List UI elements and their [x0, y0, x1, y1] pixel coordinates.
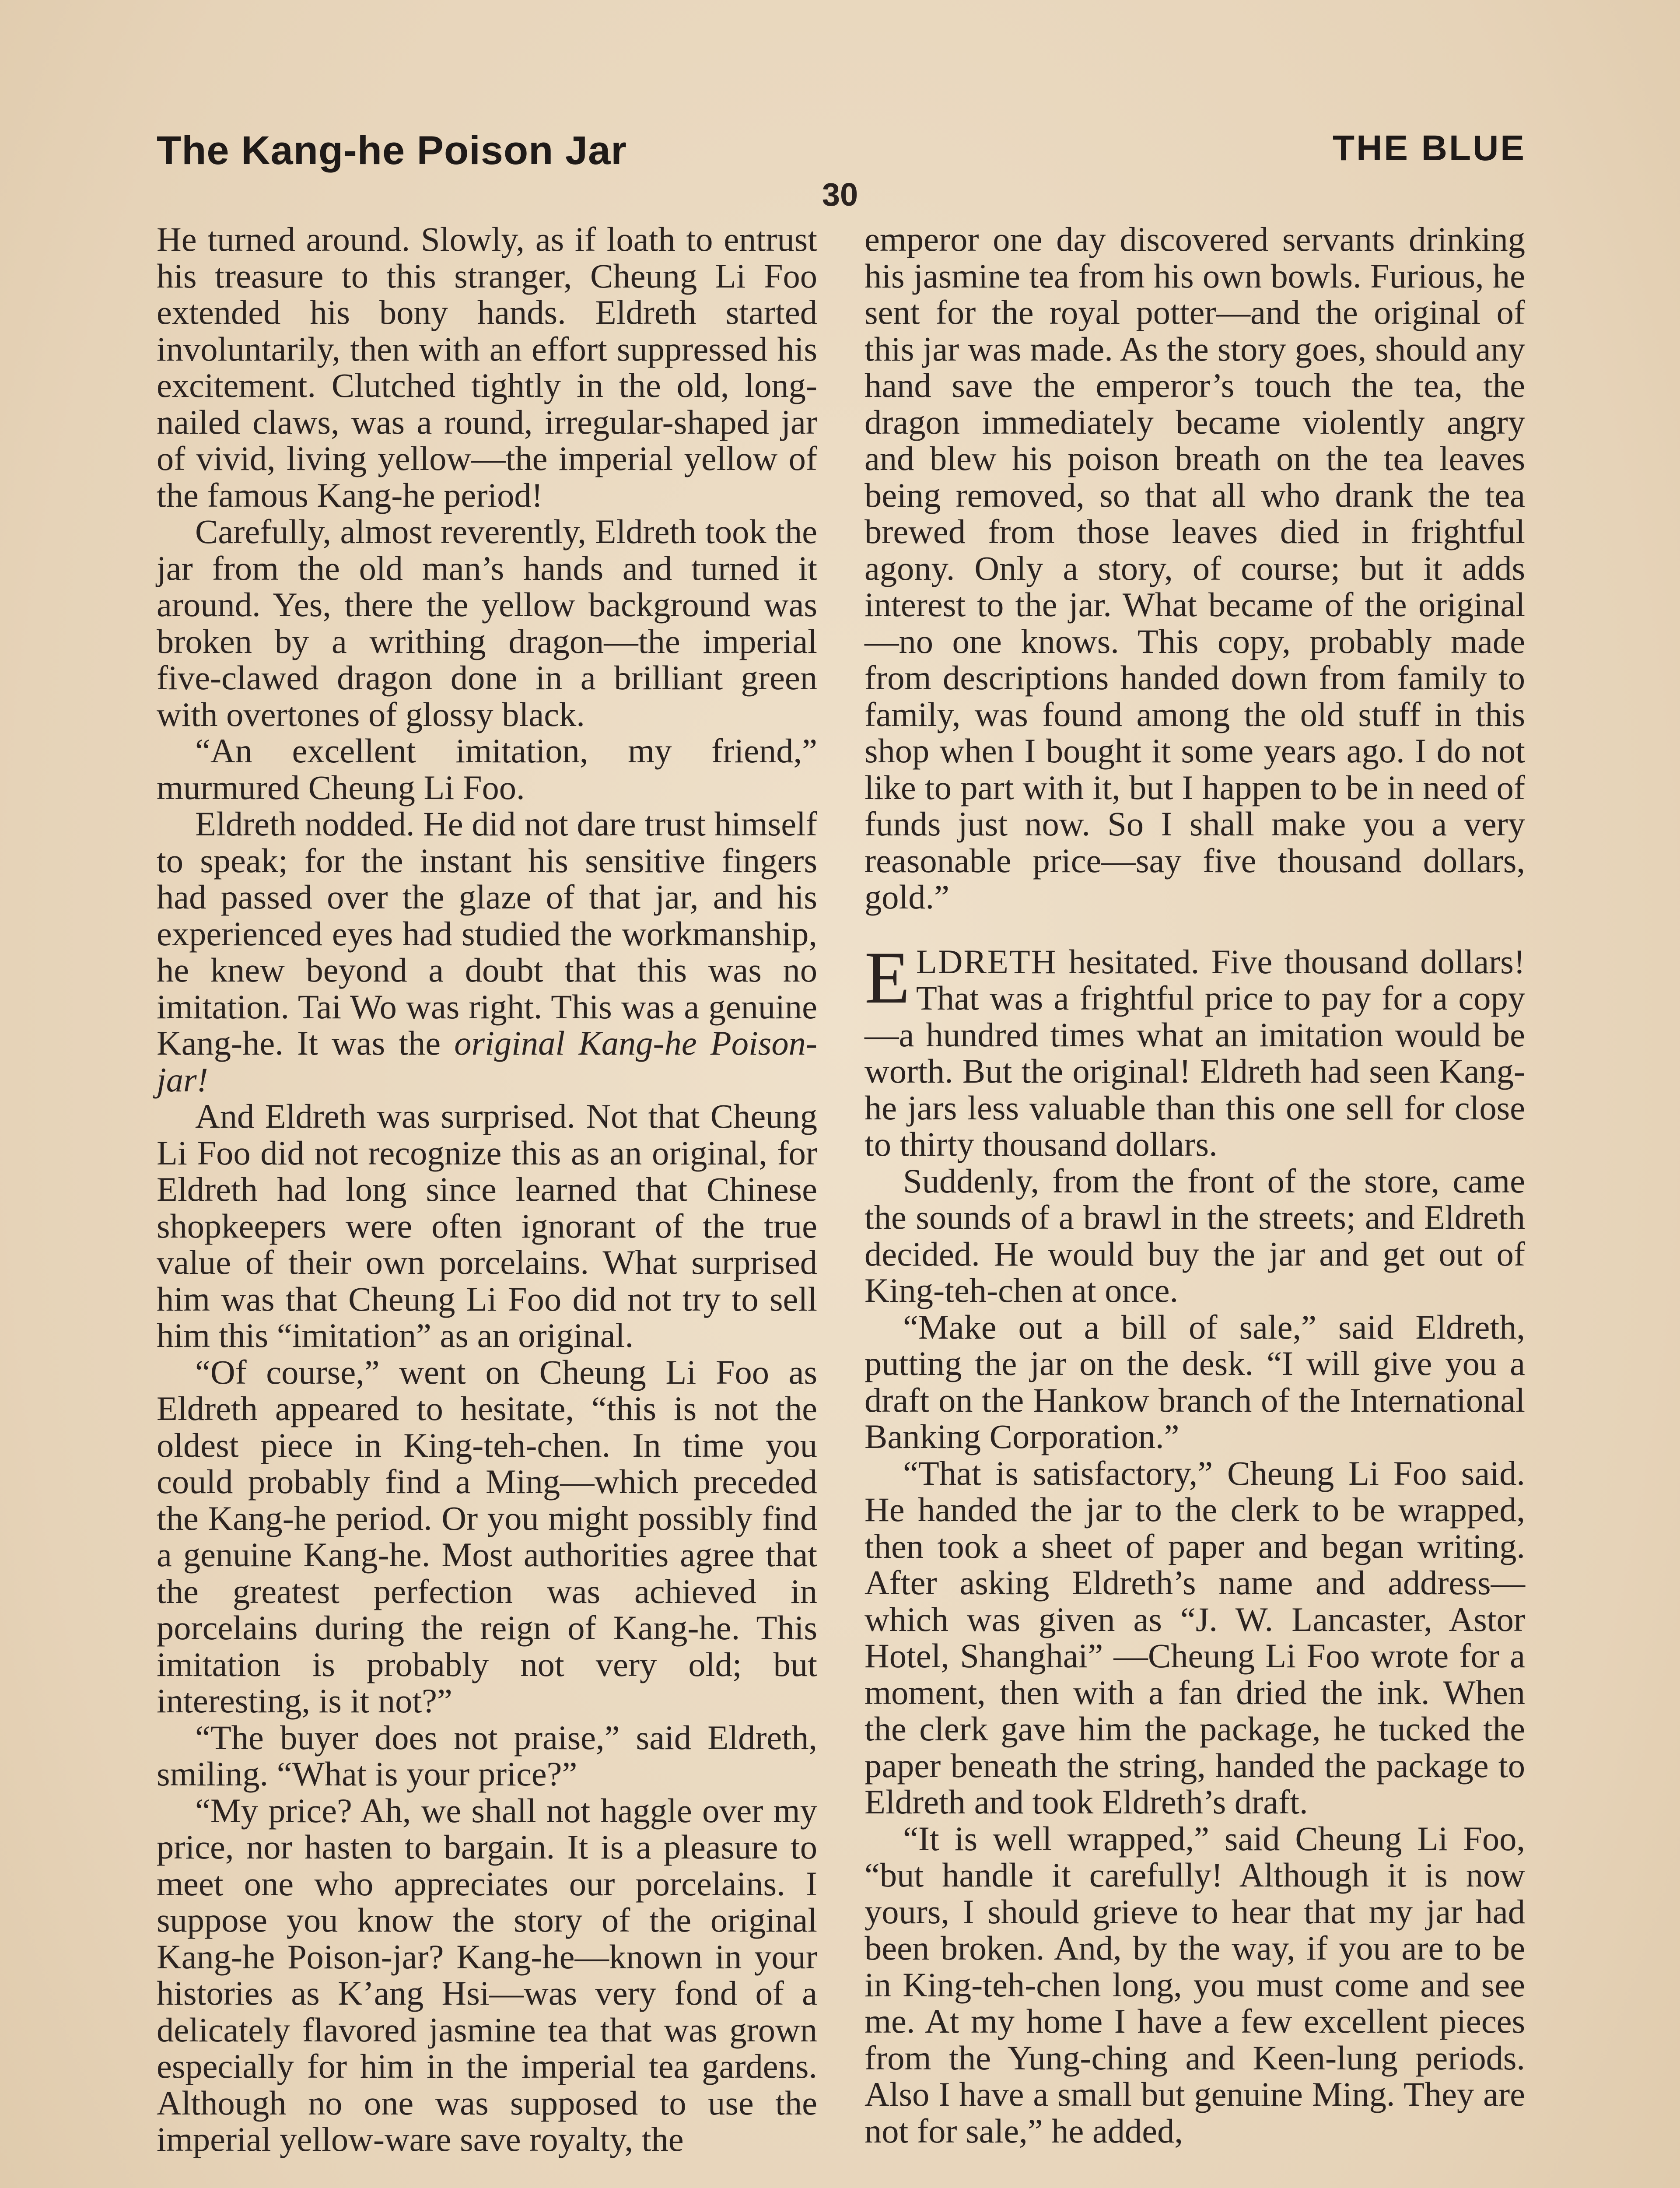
paragraph: Carefully, almost reverently, Eldreth took the jar from the old man’s hands and turned it around. Yes, there the yellow background was broken by a writhing dragon—the imperial five-clawed dragon done in a brilliant green with overtones of glossy black. [157, 512, 817, 733]
paragraph [157, 806, 817, 1098]
paragraph: “Of course,” went on Cheung Li Foo as Eldreth appeared to hesitate, “this is not the oldest piece in King-teh-chen. In time you could probably find a Ming—which preceded the Kang-he period. Or you might possibly find a genuine Kang-he. Most authorities agree that the greatest perfection was achieved in porcelains during the reign of Kang-he. This imitation is probably not very old; but interesting, is it not?” [157, 1353, 817, 1720]
section-opening-paragraph [864, 936, 1525, 1163]
paragraph: “My price? Ah, we shall not haggle over my price, nor hasten to bargain. It is a pleasure to meet one who appreciates our porcelains. I suppose you know the story of the original Kang-he Poison-jar? Kang-he—known in your histories as K’ang Hsi—was very fond of a delicately flavored jasmine tea that was grown especially for him in the imperial tea gardens. Although no one was supposed to use the imperial yellow-ware save royalty, the [157, 1791, 817, 2158]
paragraph: “Make out a bill of sale,” said Eldreth, putting the jar on the desk. “I will give you a draft on the Hankow branch of the International Banking Corporation.” [864, 1308, 1525, 1455]
paragraph: “That is satisfactory,” Cheung Li Foo said. He handed the jar to the clerk to be wrapped, then took a sheet of paper and began writing. After asking Eldreth’s name and address—which was given as “J. W. Lancaster, Astor Hotel, Shanghai” —Cheung Li Foo wrote for a moment, then with a fan dried the ink. When the clerk gave him the package, he tucked the paper beneath the string, handed the package to Eldreth and took Eldreth’s draft. [864, 1454, 1525, 1821]
paragraph: “The buyer does not praise,” said Eldreth, smiling. “What is your price?” [157, 1718, 817, 1793]
paragraph-text: Eldreth nodded. He did not dare trust himself to speak; for the instant his sensitive fingers had passed over the glaze of that jar, and his experienced eyes had studied the workmanship, he knew beyond a doubt that this was no imitation. Tai Wo was right. This was a genuine Kang-he. It was the [157, 805, 817, 1062]
paragraph: emperor one day discovered servants drinking his jasmine tea from his own bowls. Furious, he sent for the royal potter—and the original of this jar was made. As the story goes, should any hand save the emperor’s touch the tea, the dragon immediately became violently angry and blew his poison breath on the tea leaves being removed, so that all who drank the tea brewed from those leaves died in frightful agony. Only a story, of course; but it adds interest to the jar. What became of the original—no one knows. This copy, probably made from descriptions handed down from family to family, was found among the old stuff in this shop when I bought it some years ago. I do not like to part with it, but I happen to be in need of funds just now. So I shall make you a very reasonable price—say five thousand dollars, gold.” [864, 220, 1525, 916]
italic-phrase: original Kang-he Poison-jar! [157, 1024, 818, 1099]
paragraph: Suddenly, from the front of the store, came the sounds of a brawl in the streets; and Eldreth decided. He would buy the jar and get out of King-teh-chen at once. [864, 1161, 1525, 1309]
right-column [864, 221, 1525, 2149]
paragraph-text: hesitated. Five thousand dollars! That was a frightful price to pay for a copy—a hundred times what an imitation would be worth. But the original! Eldreth had seen Kang-he jars less valuable than this one sell for close to thirty thousand dollars. [864, 942, 1525, 1163]
magazine-name: THE BLUE [1333, 128, 1526, 168]
small-caps-word: LDRETH [916, 942, 1057, 981]
paragraph: “An excellent imitation, my friend,” murmured Cheung Li Foo. [157, 732, 817, 806]
page-number: 30 [822, 176, 858, 213]
story-title: The Kang-he Poison Jar [157, 128, 627, 173]
paragraph: And Eldreth was surprised. Not that Cheung Li Foo did not recognize this as an original, for Eldreth had long since learned that Chinese shopkeepers were often ignorant of the true value of their own porcelains. What surprised him was that Cheung Li Foo did not try to sell him this “imitation” as an original. [157, 1097, 817, 1354]
drop-cap: E [864, 936, 910, 1019]
left-column [157, 221, 817, 2158]
paragraph: He turned around. Slowly, as if loath to entrust his treasure to this stranger, Cheung Li Foo extended his bony hands. Eldreth started involuntarily, then with an effort suppressed his excitement. Clutched tightly in the old, long-nailed claws, was a round, irregular-shaped jar of vivid, living yellow—the imperial yellow of the famous Kang-he period! [157, 220, 817, 514]
paragraph: “It is well wrapped,” said Cheung Li Foo, “but handle it carefully! Although it is now yours, I should grieve to hear that my jar had been broken. And, by the way, if you are to be in King-teh-chen long, you must come and see me. At my home I have a few excellent pieces from the Yung-ching and Keen-lung periods. Also I have a small but genuine Ming. They are not for sale,” he added, [864, 1819, 1525, 2150]
